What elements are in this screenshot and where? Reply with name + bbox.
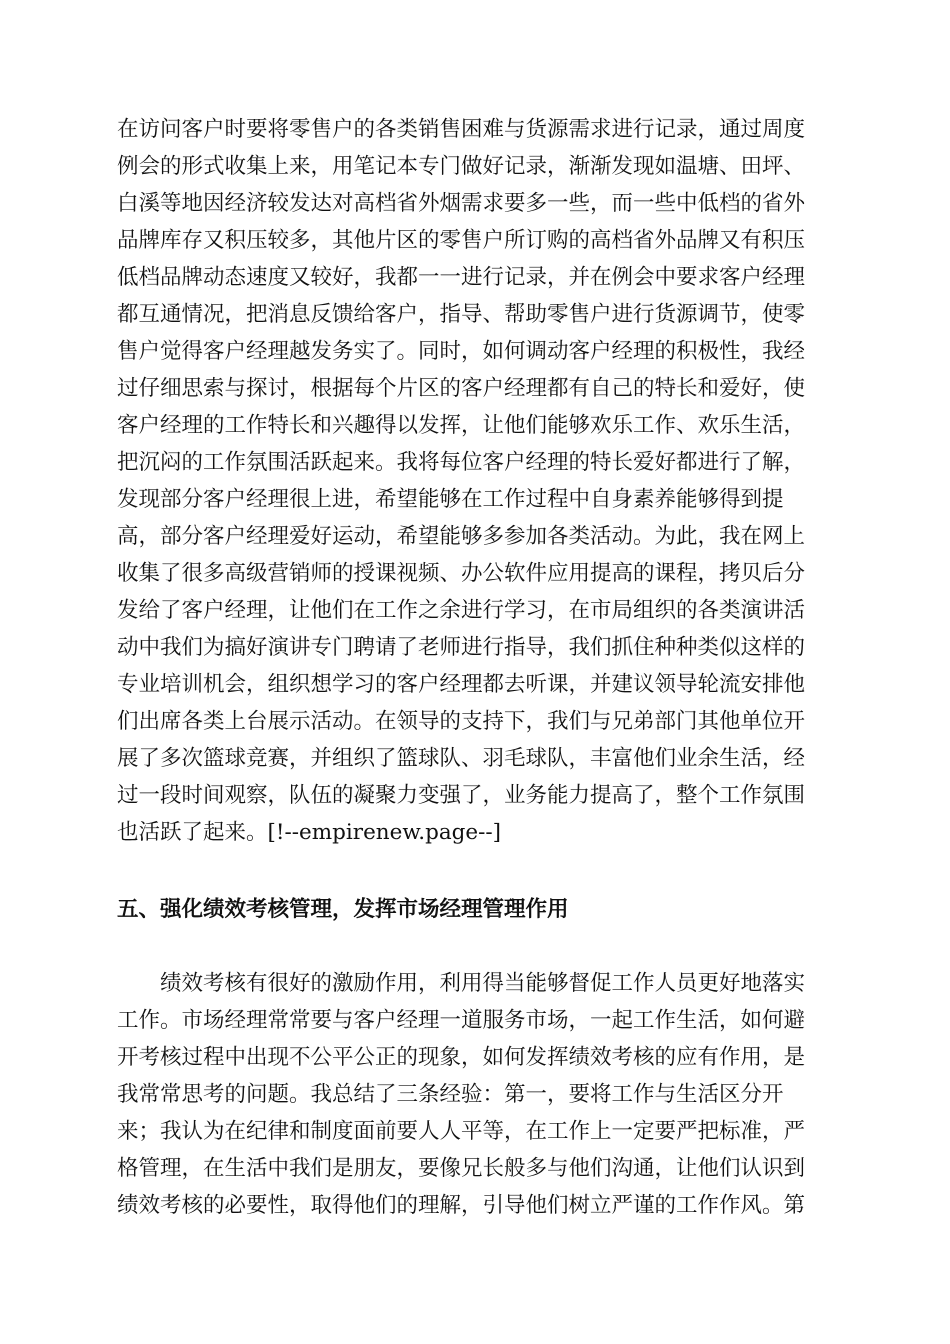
paragraph-line: 专业培训机会，组织想学习的客户经理都去听课，并建议领导轮流安排他 [117, 672, 806, 697]
paragraph-line: 发给了客户经理，让他们在工作之余进行学习，在市局组织的各类演讲活 [117, 598, 806, 623]
paragraph-line: 来；我认为在纪律和制度面前要人人平等，在工作上一定要严把标准，严 [117, 1119, 806, 1144]
paragraph-line: 过仔细思索与探讨，根据每个片区的客户经理都有自己的特长和爱好，使 [117, 376, 806, 401]
paragraph-line: 们出席各类上台展示活动。在领导的支持下，我们与兄弟部门其他单位开 [117, 709, 806, 734]
paragraph-line: 例会的形式收集上来，用笔记本专门做好记录，渐渐发现如温塘、田坪、 [117, 154, 806, 179]
paragraph-line: 工作。市场经理常常要与客户经理一道服务市场，一起工作生活，如何避 [117, 1008, 806, 1033]
paragraph-line: 在访问客户时要将零售户的各类销售困难与货源需求进行记录，通过周度 [117, 117, 806, 142]
paragraph-line: 品牌库存又积压较多，其他片区的零售户所订购的高档省外品牌又有积压 [117, 228, 806, 253]
section-heading: 五、强化绩效考核管理，发挥市场经理管理作用 [117, 897, 569, 922]
paragraph-line: 我常常思考的问题。我总结了三条经验：第一，要将工作与生活区分开 [117, 1082, 784, 1107]
paragraph-line: 都互通情况，把消息反馈给客户，指导、帮助零售户进行货源调节，使零 [117, 302, 806, 327]
paragraph-line: 高，部分客户经理爱好运动，希望能够多参加各类活动。为此，我在网上 [117, 524, 806, 549]
paragraph-line: 格管理，在生活中我们是朋友，要像兄长般多与他们沟通，让他们认识到 [117, 1156, 806, 1181]
paragraph-line: 白溪等地因经济较发达对高档省外烟需求要多一些，而一些中低档的省外 [117, 191, 806, 216]
paragraph-line: 展了多次篮球竞赛，并组织了篮球队、羽毛球队，丰富他们业余生活，经 [117, 746, 806, 771]
paragraph-line: 售户觉得客户经理越发务实了。同时，如何调动客户经理的积极性，我经 [117, 339, 806, 364]
paragraph-line: 绩效考核有很好的激励作用，利用得当能够督促工作人员更好地落实 [117, 971, 806, 996]
paragraph-line: 开考核过程中出现不公平公正的现象，如何发挥绩效考核的应有作用，是 [117, 1045, 806, 1070]
paragraph-line: 发现部分客户经理很上进，希望能够在工作过程中自身素养能够得到提 [117, 487, 784, 512]
paragraph-line: 低档品牌动态速度又较好，我都一一进行记录，并在例会中要求客户经理 [117, 265, 806, 290]
paragraph-line: 也活跃了起来。[!--empirenew.page--] [117, 820, 502, 845]
paragraph-line: 把沉闷的工作氛围活跃起来。我将每位客户经理的特长爱好都进行了解， [117, 450, 806, 475]
paragraph-line: 绩效考核的必要性，取得他们的理解，引导他们树立严谨的工作作风。第 [117, 1193, 806, 1218]
paragraph-line: 收集了很多高级营销师的授课视频、办公软件应用提高的课程，拷贝后分 [117, 561, 806, 586]
paragraph-line: 过一段时间观察，队伍的凝聚力变强了，业务能力提高了，整个工作氛围 [117, 783, 806, 808]
paragraph-line: 动中我们为搞好演讲专门聘请了老师进行指导，我们抓住种种类似这样的 [117, 635, 806, 660]
paragraph-line: 客户经理的工作特长和兴趣得以发挥，让他们能够欢乐工作、欢乐生活， [117, 413, 806, 438]
